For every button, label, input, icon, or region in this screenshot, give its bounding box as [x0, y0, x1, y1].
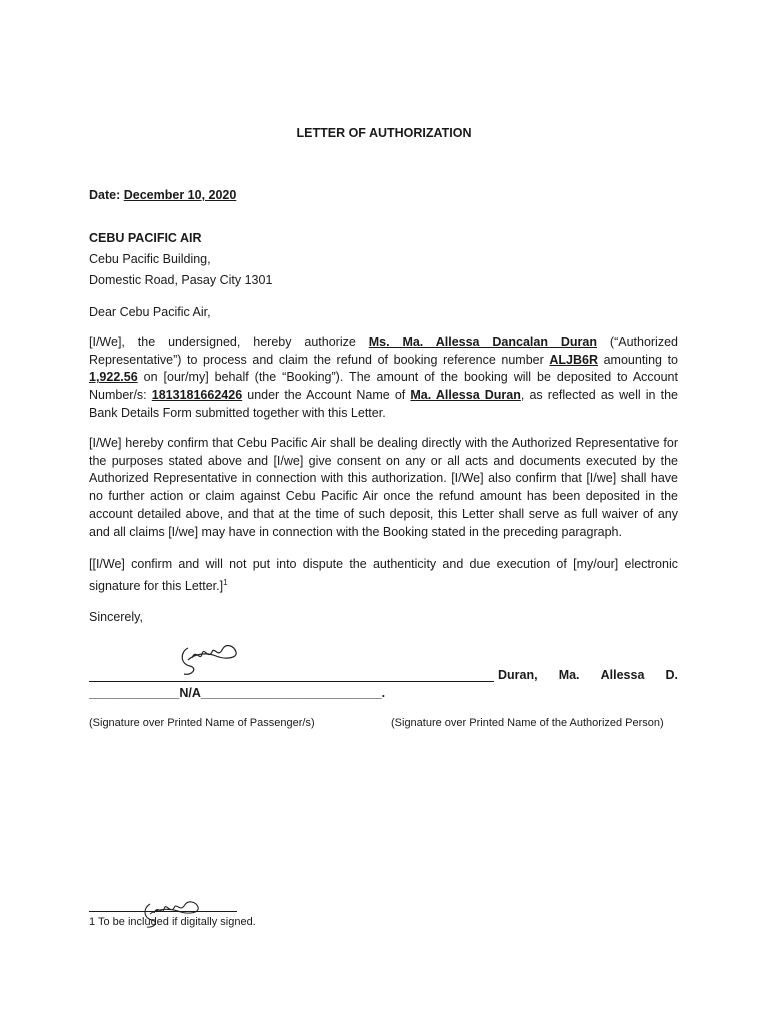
- booking-reference: ALJB6R: [549, 352, 599, 367]
- p1-text-3: amounting to: [598, 352, 679, 367]
- p1-text-5: under the Account Name of: [242, 388, 411, 403]
- closing: Sincerely,: [89, 610, 143, 624]
- representative-name: Ms. Ma. Allessa Dancalan Duran: [368, 335, 597, 349]
- footnote: 1 To be included if digitally signed.: [89, 916, 256, 928]
- caption-passenger: (Signature over Printed Name of Passenger/s): [89, 717, 315, 729]
- p1-text-4: on [our/my] behalf (the “Booking”). The amount of the booking will be deposited to Account Number/s:: [89, 370, 678, 403]
- p1-text-1: [I/We], the undersigned, hereby authorize: [89, 335, 369, 349]
- na-line: _____________N/A__________________________.: [89, 686, 386, 700]
- addressee-company: CEBU PACIFIC AIR: [89, 231, 202, 245]
- letter-title: LETTER OF AUTHORIZATION: [296, 126, 472, 140]
- paragraph-authorization: [89, 334, 678, 423]
- footnote-rule: [89, 911, 237, 912]
- name-part: Ma.: [558, 668, 580, 682]
- p1-text-6: , as reflected as well in the Bank Details Form submitted together with this Letter.: [89, 388, 678, 420]
- p3-text: [[I/We] confirm and will not put into dispute the authenticity and due execution of [my/our] electronic signature for this Letter.]: [89, 557, 678, 593]
- refund-amount: 1,922.56: [89, 370, 138, 385]
- date-value: December 10, 2020: [123, 188, 237, 202]
- authorized-person-name: [498, 668, 678, 682]
- footnote-marker: 1: [223, 577, 228, 587]
- salutation: Dear Cebu Pacific Air,: [89, 305, 211, 319]
- address-line-2: Domestic Road, Pasay City 1301: [89, 273, 273, 287]
- name-part: Duran,: [498, 668, 538, 682]
- name-part: D.: [665, 668, 678, 682]
- date-label: Date:: [89, 188, 121, 202]
- name-part: Allessa: [600, 668, 645, 682]
- address-line-1: Cebu Pacific Building,: [89, 252, 211, 266]
- paragraph-electronic-signature: [89, 556, 678, 596]
- p1-text-2: (“Authorized Representative”) to process and claim the refund of booking reference number: [89, 335, 678, 367]
- account-name: Ma. Allessa Duran: [410, 388, 521, 403]
- passenger-signature-line: [89, 669, 494, 682]
- account-number: 1813181662426: [151, 388, 243, 403]
- paragraph-confirmation: [I/We] hereby confirm that Cebu Pacific Air shall be dealing directly with the Authorized Representative for the purposes stated above and [I/we] give consent on any or all acts and documents executed by the Authorized Representative in connection with this authorization. [I/We] also confirm that [I/we] shall have no further action or claim against Cebu Pacific Air once the refund amount has been deposited in the account detailed above, and that at the time of such deposit, this Letter shall serve as full waiver of any and all claims [I/we] may have in connection with the Booking stated in the preceding paragraph.: [89, 436, 678, 539]
- caption-authorized-person: (Signature over Printed Name of the Authorized Person): [391, 717, 664, 729]
- date-line: [89, 188, 236, 202]
